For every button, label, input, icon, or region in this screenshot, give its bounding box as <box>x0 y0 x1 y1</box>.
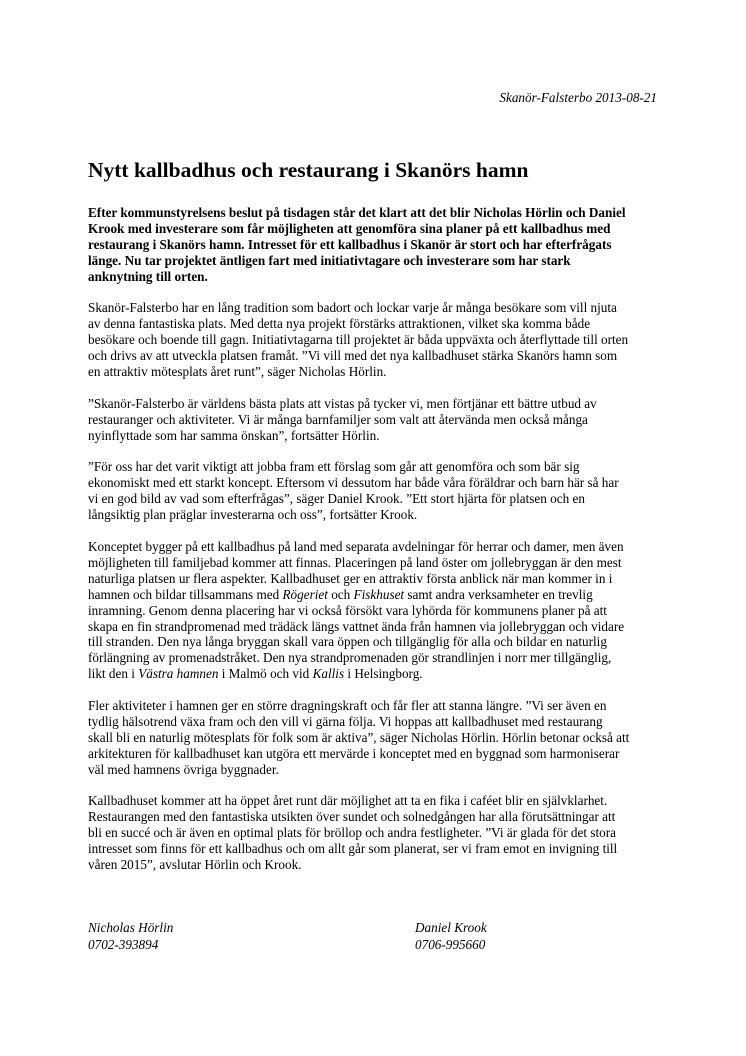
text-line: anknytning till orten. <box>88 268 208 284</box>
place-name-fiskhuset: Fiskhuset <box>353 586 405 602</box>
text-line <box>88 666 663 682</box>
signature-right <box>415 919 487 953</box>
text-line <box>88 587 663 603</box>
text-line: länge. Nu tar projektet äntligen fart med initiativtagare och investerare som har stark <box>88 252 571 268</box>
article-body <box>88 205 663 889</box>
paragraph-activities <box>88 698 663 778</box>
paragraph-proposal <box>88 459 663 523</box>
text-line: tydlig hälsotrend växa fram och den vill vi gärna följa. Vi hoppas att kallbadhuset med restaurang <box>88 713 603 729</box>
text-run: i Malmö och vid <box>218 666 313 682</box>
place-name-vastra-hamnen: Västra hamnen <box>138 666 219 682</box>
text-line: arkitekturen för kallbadhuset kan utgöra ett mervärde i konceptet med en byggnad som harmoniserar <box>88 745 620 761</box>
signature-name: Daniel Krook <box>415 920 487 935</box>
text-line: till stranden. Den nya långa bryggan skall vara öppen och tillgänglig för alla och bildar en naturlig <box>88 634 607 650</box>
text-line: ”Skanör-Falsterbo är världens bästa plats att vistas på tycker vi, men förtjänar ett bättre utbud av <box>88 395 597 411</box>
paragraph-year-round <box>88 793 663 873</box>
paragraph-tradition <box>88 300 663 380</box>
text-line: intresset som finns för ett kallbadhus och om allt går som planerat, ser vi fram emot en invigning till <box>88 841 618 857</box>
text-line: Konceptet bygger på ett kallbadhus på land med separata avdelningar för herrar och damer, men även <box>88 538 624 554</box>
dateline: Skanör-Falsterbo 2013-08-21 <box>499 90 657 105</box>
text-line: långsiktig plan präglar investerarna och oss”, fortsätter Krook. <box>88 507 418 523</box>
text-line: skapa en fin strandpromenad med trädäck längs vattnet ända från hamnen via jollebryggan och vidare <box>88 618 625 634</box>
text-line: ekonomiskt med ett starkt koncept. Eftersom vi dessutom har både våra föräldrar och barn här så har <box>88 475 619 491</box>
signature-phone: 0706-995660 <box>415 937 486 952</box>
place-name-rogeriet: Rögeriet <box>282 586 328 602</box>
text-line: skall bli en naturlig mötesplats för folk som är aktiva”, säger Nicholas Hörlin. Hörlin betonar också att <box>88 729 630 745</box>
text-line: en attraktiv mötesplats året runt”, säger Nicholas Hörlin. <box>88 364 387 380</box>
text-line: naturliga platsen ur flera aspekter. Kallbadhuset ger en attraktiv första anblick när man kommer in i <box>88 570 613 586</box>
text-line: nyinflyttade som har samma önskan”, fortsätter Hörlin. <box>88 427 380 443</box>
text-run: i Helsingborg. <box>344 666 423 682</box>
paragraph-best-place <box>88 396 663 444</box>
text-line: förlängning av promenadstråket. Den nya strandpromenaden gör strandlinjen i norr mer tillgänglig, <box>88 650 612 666</box>
text-line: vi en god bild av vad som efterfrågas”, säger Daniel Krook. ”Ett stort hjärta för platsen och en <box>88 491 585 507</box>
paragraph-concept <box>88 539 663 682</box>
text-line: möjligheten till familjebad kommer att finnas. Placeringen på land öster om jollebryggan är den mest <box>88 554 622 570</box>
text-run: samt andra verksamheter en trevlig <box>404 586 593 602</box>
text-run: och <box>327 586 354 602</box>
text-line: ”För oss har det varit viktigt att jobba fram ett förslag som går att genomföra och som bär sig <box>88 459 580 475</box>
text-line: Fler aktiviteter i hamnen ger en större dragningskraft och får fler att stanna längre. ”Vi ser även en <box>88 698 607 714</box>
text-line: restauranger och aktiviteter. Vi är många barnfamiljer som valt att återvända men också många <box>88 411 588 427</box>
signature-name: Nicholas Hörlin <box>88 920 174 935</box>
text-line: Skanör-Falsterbo har en lång tradition som badort och lockar varje år många besökare som vill njuta <box>88 300 617 316</box>
place-name-kallis: Kallis <box>312 666 345 682</box>
text-line: Efter kommunstyrelsens beslut på tisdagen står det klart att det blir Nicholas Hörlin och Daniel <box>88 205 626 220</box>
text-line: Krook med investerare som får möjligheten att genomföra sina planer på ett kallbadhus med <box>88 220 611 236</box>
text-line: besökare och boende till gagn. Initiativtagarna till projektet är båda uppväxta och återflyttade till orten <box>88 332 629 348</box>
page-title: Nytt kallbadhus och restaurang i Skanörs hamn <box>88 158 529 182</box>
text-line: av denna fantastiska plats. Med detta nya projekt förstärks attraktionen, vilket ska komma både <box>88 316 591 332</box>
text-line: bli en succé och är även en optimal plats för bröllop och andra festligheter. ”Vi är glada för det stora <box>88 825 616 841</box>
signature-left <box>88 919 173 953</box>
text-line: Restaurangen med den fantastiska utsikten över sundet och solnedgången har alla förutsättningar att <box>88 809 616 825</box>
text-line: väl med hamnens övriga byggnader. <box>88 761 279 777</box>
text-line: våren 2015”, avslutar Hörlin och Krook. <box>88 857 302 873</box>
text-line: inramning. Genom denna placering har vi också försökt vara lyhörda för kommunens planer på att <box>88 602 607 618</box>
text-line: och drivs av att utveckla platsen framåt. ”Vi vill med det nya kallbadhuset stärka Skanörs hamn som <box>88 348 618 364</box>
signature-phone: 0702-393894 <box>88 937 159 952</box>
text-run: likt den i <box>88 666 139 682</box>
text-line: restaurang i Skanörs hamn. Intresset för ett kallbadhus i Skanör är stort och har efterfrågats <box>88 236 612 252</box>
lead-paragraph <box>88 205 663 285</box>
text-run: hamnen och bildar tillsammans med <box>88 586 283 602</box>
text-line: Kallbadhuset kommer att ha öppet året runt där möjlighet att ta en fika i caféet blir en självklarhet. <box>88 793 608 809</box>
